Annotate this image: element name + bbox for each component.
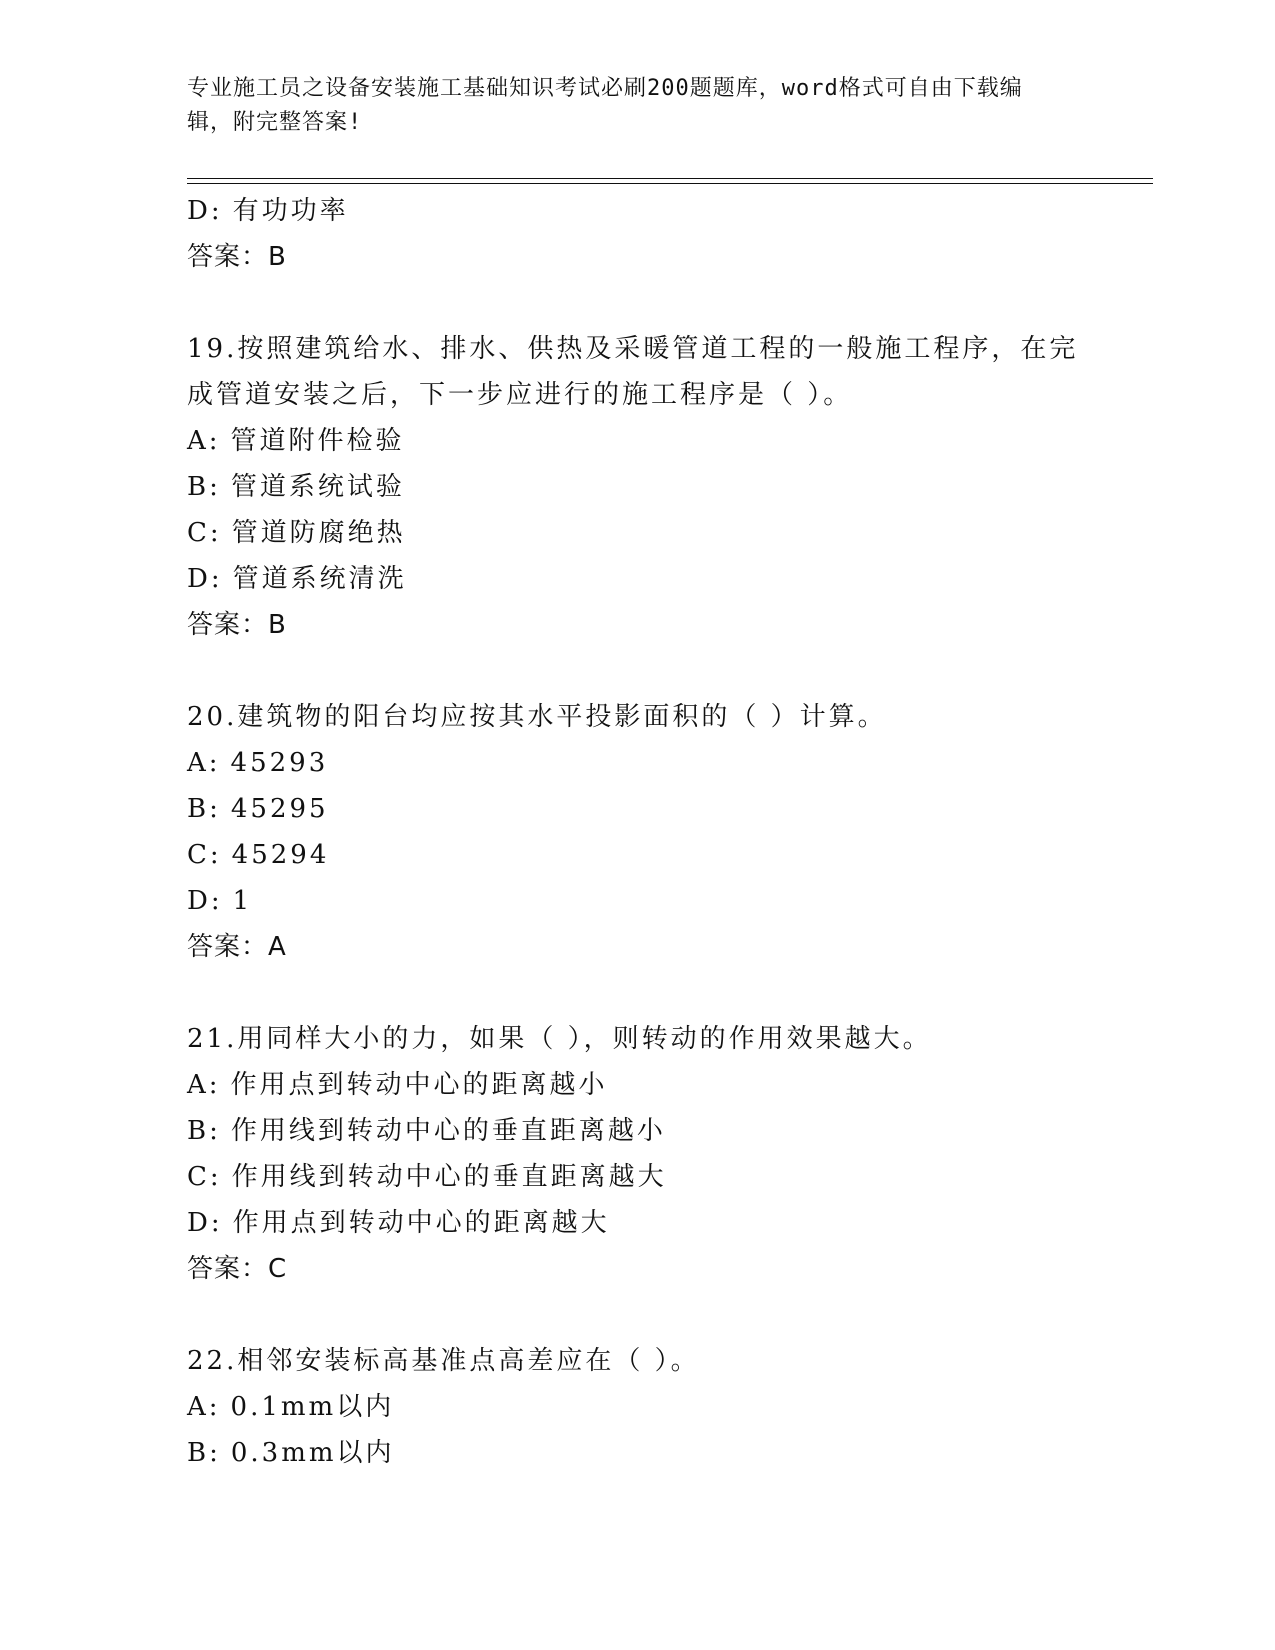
option-text: 管道系统试验 [230, 472, 405, 502]
option-item [187, 1200, 1087, 1246]
option-key: A: [187, 748, 221, 778]
option-text: 0.3mm以内 [230, 1438, 395, 1468]
option-key: D: [187, 1208, 223, 1238]
option-item [187, 740, 1087, 786]
question-stem: 22.相邻安装标高基准点高差应在（ ）。 [187, 1346, 700, 1376]
option-key: A: [187, 1392, 221, 1422]
document-header: 专业施工员之设备安装施工基础知识考试必刷200题题库，word格式可自由下载编辑，附完整答案! [187, 76, 1023, 135]
question-list [187, 188, 1087, 1476]
option-key: B: [187, 794, 221, 824]
option-item [187, 510, 1087, 556]
option-key: C: [187, 1162, 222, 1192]
question-stem: 20.建筑物的阳台均应按其水平投影面积的（ ）计算。 [187, 702, 887, 732]
option-item [187, 786, 1087, 832]
option-text: 管道防腐绝热 [231, 518, 406, 548]
option-key: D: [187, 886, 223, 916]
option-key: B: [187, 1438, 221, 1468]
question-item [187, 694, 1087, 970]
option-key: C: [187, 840, 222, 870]
option-item [187, 1430, 1087, 1476]
option-text: 作用点到转动中心的距离越小 [230, 1070, 608, 1100]
question-item [187, 326, 1087, 648]
option-key: A: [187, 426, 221, 456]
question-item [187, 1338, 1087, 1476]
option-text: 有功功率 [232, 196, 349, 226]
option-text: 作用线到转动中心的垂直距离越大 [231, 1162, 667, 1192]
option-item [187, 878, 1087, 924]
option-text: 作用点到转动中心的距离越大 [232, 1208, 610, 1238]
answer-line: 答案：B [187, 610, 287, 640]
option-key: B: [187, 472, 221, 502]
option-text: 管道系统清洗 [232, 564, 407, 594]
option-text: 1 [232, 886, 253, 916]
option-item [187, 1108, 1087, 1154]
option-key: D: [187, 564, 223, 594]
option-key: C: [187, 518, 222, 548]
option-key: A: [187, 1070, 221, 1100]
option-item [187, 1384, 1087, 1430]
option-item [187, 418, 1087, 464]
question-stem: 19.按照建筑给水、排水、供热及采暖管道工程的一般施工程序，在完成管道安装之后，下一步应进行的施工程序是（ ）。 [187, 334, 1079, 410]
option-item [187, 1062, 1087, 1108]
option-text: 作用线到转动中心的垂直距离越小 [230, 1116, 666, 1146]
option-text: 管道附件检验 [230, 426, 405, 456]
option-item [187, 556, 1087, 602]
header-divider-bottom [187, 183, 1153, 184]
answer-line: 答案：B [187, 242, 287, 272]
question-item [187, 1016, 1087, 1292]
question-stem: 21.用同样大小的力，如果（ ），则转动的作用效果越大。 [187, 1024, 932, 1054]
option-item [187, 188, 1087, 234]
option-key: D: [187, 196, 223, 226]
option-item [187, 832, 1087, 878]
option-text: 0.1mm以内 [230, 1392, 395, 1422]
option-item [187, 464, 1087, 510]
option-text: 45294 [231, 840, 330, 870]
answer-line: 答案：A [187, 932, 287, 962]
option-text: 45293 [230, 748, 329, 778]
option-item [187, 1154, 1087, 1200]
answer-line: 答案：C [187, 1254, 288, 1284]
option-key: B: [187, 1116, 221, 1146]
option-text: 45295 [230, 794, 329, 824]
header-divider-top [187, 178, 1153, 179]
